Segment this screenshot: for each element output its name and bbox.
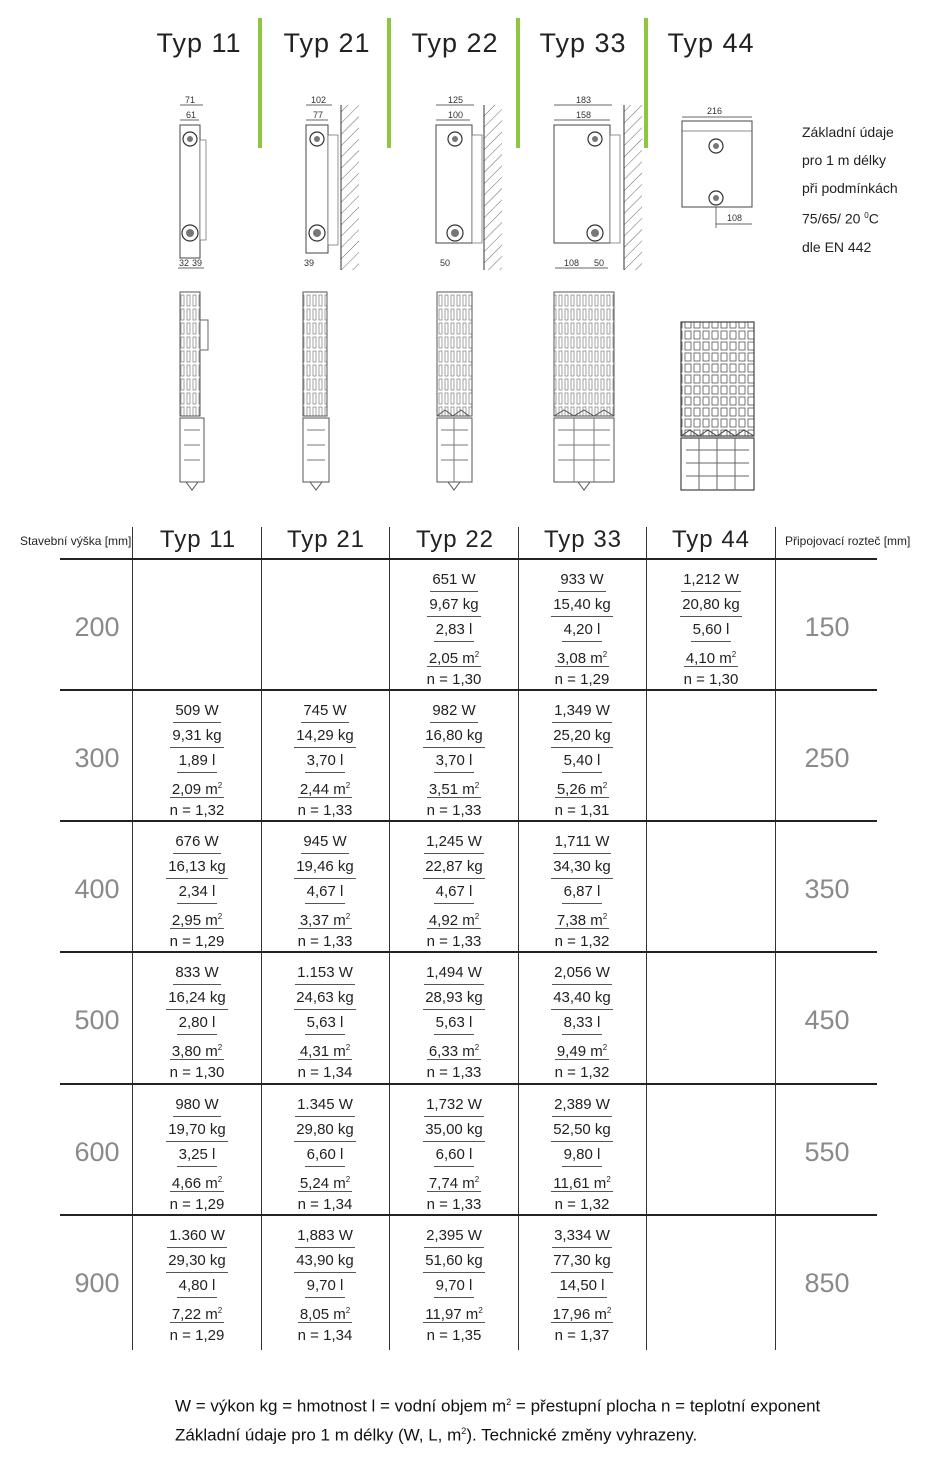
area-value: 4,31 $m^2$ [298, 1036, 352, 1060]
table-header-typ44: Typ 44 [671, 526, 751, 553]
weight-value: 29,80 kg [294, 1118, 356, 1142]
weight-value: 51,60 kg [423, 1249, 485, 1273]
power-value: 651 W [430, 568, 477, 592]
typ11-dim-bottom-b: 39 [192, 258, 203, 268]
weight-value: 16,80 kg [423, 724, 485, 748]
volume-value: 2,83 l [434, 618, 475, 642]
weight-value: 43,90 kg [294, 1249, 356, 1273]
typ21-side-drawing [304, 95, 359, 270]
power-value: 1,732 W [424, 1093, 484, 1117]
weight-value: 35,00 kg [423, 1118, 485, 1142]
table-cell [390, 1093, 518, 1216]
power-value: 1,711 W [553, 830, 612, 854]
power-value: 676 W [173, 830, 220, 854]
typ44-section-drawing [681, 322, 754, 490]
power-value: 745 W [301, 699, 348, 723]
volume-value: 9,80 l [562, 1143, 603, 1167]
volume-value: 9,70 l [434, 1274, 475, 1298]
power-value: 1.360 W [167, 1224, 227, 1248]
table-row [0, 953, 940, 1084]
exponent-value: n = 1,32 [554, 1196, 610, 1213]
table-header-typ21: Typ 21 [286, 526, 366, 553]
weight-value: 19,70 kg [166, 1118, 228, 1142]
area-value: 3,37 $m^2$ [298, 905, 352, 929]
table-cell [261, 1224, 389, 1347]
area-value: 7,38 $m^2$ [555, 905, 609, 929]
top-type-22: Typ 22 [411, 28, 499, 58]
exponent-value: n = 1,30 [426, 671, 482, 688]
table-cell [518, 699, 646, 822]
exponent-value: n = 1,29 [169, 933, 225, 950]
weight-value: 19,46 kg [294, 855, 356, 879]
area-value: 5,26 $m^2$ [555, 774, 609, 798]
volume-value: 5,63 l [305, 1011, 346, 1035]
table-cell [133, 1093, 261, 1216]
typ11-side-drawing [178, 95, 206, 268]
exponent-value: n = 1,33 [297, 933, 353, 950]
typ21-dim-inner: 77 [313, 110, 324, 120]
table-cell [261, 830, 389, 953]
power-value: 1.153 W [295, 961, 355, 985]
area-value: 4,92 $m^2$ [427, 905, 481, 929]
area-value: 2,44 $m^2$ [298, 774, 352, 798]
table-header-typ22: Typ 22 [415, 526, 495, 553]
table-cell [390, 1224, 518, 1347]
power-value: 2,395 W [424, 1224, 484, 1248]
area-value: 3,51 $m^2$ [427, 774, 481, 798]
typ33-section-drawing [554, 292, 614, 490]
weight-value: 9,31 kg [170, 724, 223, 748]
exponent-value: n = 1,31 [554, 802, 610, 819]
table-cell [647, 568, 775, 691]
exponent-value: n = 1,32 [554, 1064, 610, 1081]
typ44-dim-offset: 108 [727, 213, 743, 223]
typ22-section-drawing [437, 292, 472, 490]
power-value: 1,245 W [424, 830, 484, 854]
area-value: 3,08 $m^2$ [555, 643, 609, 667]
table-header-typ33: Typ 33 [543, 526, 623, 553]
table-row [0, 560, 940, 691]
table-cell [261, 699, 389, 822]
volume-value: 4,20 l [562, 618, 603, 642]
area-value: 2,05 $m^2$ [427, 643, 481, 667]
row-height-value: 400 [74, 874, 120, 904]
area-value: 4,10 $m^2$ [684, 643, 738, 667]
area-value: 8,05 $m^2$ [298, 1299, 352, 1323]
power-value: 980 W [173, 1093, 220, 1117]
typ22-side-drawing [436, 95, 502, 270]
row-height-value: 600 [74, 1137, 120, 1167]
table-cell [518, 1093, 646, 1216]
weight-value: 15,40 kg [551, 593, 613, 617]
exponent-value: n = 1,30 [683, 671, 739, 688]
note-line: dle EN 442 [802, 238, 872, 255]
typ33-dim-bottom-b: 50 [594, 258, 605, 268]
area-value: 11,97 $m^2$ [423, 1299, 485, 1323]
exponent-value: n = 1,33 [426, 1064, 482, 1081]
typ21-section-drawing [303, 292, 329, 490]
top-type-21: Typ 21 [283, 28, 371, 58]
volume-value: 2,34 l [177, 880, 218, 904]
table-cell [133, 830, 261, 953]
typ22-dim-bottom: 50 [440, 258, 451, 268]
exponent-value: n = 1,29 [169, 1327, 225, 1344]
power-value: 1,349 W [552, 699, 612, 723]
typ11-section-drawing [180, 292, 208, 490]
exponent-value: n = 1,33 [426, 802, 482, 819]
legend-line-1: W = výkon kg = hmotnost l = vodní objem $m^2$ = přestupní plocha n = teplotní exponent [175, 1396, 821, 1416]
weight-value: 16,24 kg [166, 986, 228, 1010]
table-row [0, 822, 940, 953]
row-spacing-value: 450 [804, 1005, 850, 1035]
area-value: 2,09 $m^2$ [170, 774, 224, 798]
volume-value: 2,80 l [177, 1011, 218, 1035]
note-line: pro 1 m délky [802, 152, 887, 168]
note-line: Základní údaje [802, 124, 894, 140]
row-spacing-value: 150 [804, 612, 850, 642]
exponent-value: n = 1,29 [554, 671, 610, 688]
area-value: 7,74 $m^2$ [427, 1168, 481, 1192]
table-cell [390, 830, 518, 953]
exponent-value: n = 1,34 [297, 1327, 353, 1344]
area-value: 17,96 $m^2$ [551, 1299, 614, 1323]
exponent-value: n = 1,35 [426, 1327, 482, 1344]
area-value: 5,24 $m^2$ [298, 1168, 352, 1192]
table-cell [133, 1224, 261, 1347]
table-cell [390, 699, 518, 822]
power-value: 1.345 W [295, 1093, 355, 1117]
row-height-value: 900 [74, 1268, 120, 1298]
power-value: 1,883 W [295, 1224, 355, 1248]
weight-value: 28,93 kg [423, 986, 485, 1010]
weight-value: 20,80 kg [680, 593, 742, 617]
row-spacing-value: 550 [804, 1137, 850, 1167]
volume-value: 8,33 l [562, 1011, 603, 1035]
exponent-value: n = 1,32 [554, 933, 610, 950]
area-value: 3,80 $m^2$ [170, 1036, 224, 1060]
table-cell [518, 568, 646, 691]
table-cell [518, 1224, 646, 1347]
row-spacing-value: 850 [804, 1268, 850, 1298]
power-value: 509 W [173, 699, 220, 723]
table-cell [390, 568, 518, 691]
exponent-value: n = 1,33 [297, 802, 353, 819]
volume-value: 1,89 l [177, 749, 218, 773]
typ22-dim-inner: 100 [448, 110, 464, 120]
volume-value: 3,70 l [434, 749, 475, 773]
row-height-value: 300 [74, 743, 120, 773]
table-cell [133, 961, 261, 1084]
weight-value: 9,67 kg [427, 593, 480, 617]
weight-value: 34,30 kg [551, 855, 613, 879]
exponent-value: n = 1,32 [169, 802, 225, 819]
table-cell [261, 961, 389, 1084]
area-value: 2,95 $m^2$ [170, 905, 224, 929]
exponent-value: n = 1,34 [297, 1064, 353, 1081]
typ44-dim-width: 216 [707, 106, 723, 116]
row-height-value: 200 [74, 612, 120, 642]
typ22-dim-width: 125 [448, 95, 464, 105]
legend-line-2: Základní údaje pro 1 m délky (W, L, $m^2$). Technické změny vyhrazeny. [175, 1425, 698, 1445]
volume-value: 14,50 l [557, 1274, 606, 1298]
power-value: 1,212 W [681, 568, 741, 592]
legend [175, 1390, 820, 1447]
exponent-value: n = 1,37 [554, 1327, 610, 1344]
table-cell [390, 961, 518, 1084]
table-row [0, 691, 940, 822]
table-row [0, 1216, 940, 1347]
volume-value: 4,67 l [305, 880, 346, 904]
area-value: 6,33 $m^2$ [427, 1036, 481, 1060]
row-height-value: 500 [74, 1005, 120, 1035]
height-column-header: Stavební výška [mm] [20, 534, 132, 548]
area-value: 11,61 $m^2$ [551, 1168, 613, 1192]
top-type-33: Typ 33 [539, 28, 627, 58]
radiator-drawings [0, 0, 940, 510]
area-value: 4,66 $m^2$ [170, 1168, 224, 1192]
typ33-dim-inner: 158 [576, 110, 592, 120]
row-spacing-value: 350 [804, 874, 850, 904]
volume-value: 3,25 l [177, 1143, 218, 1167]
weight-value: 24,63 kg [294, 986, 356, 1010]
weight-value: 16,13 kg [166, 855, 228, 879]
weight-value: 77,30 kg [551, 1249, 613, 1273]
volume-value: 6,87 l [562, 880, 603, 904]
exponent-value: n = 1,29 [169, 1196, 225, 1213]
weight-value: 43,40 kg [551, 986, 613, 1010]
table-cell [261, 1093, 389, 1216]
spacing-column-header: Připojovací rozteč [mm] [785, 534, 911, 548]
weight-value: 22,87 kg [423, 855, 485, 879]
power-value: 982 W [430, 699, 477, 723]
power-value: 3,334 W [552, 1224, 612, 1248]
weight-value: 29,30 kg [166, 1249, 228, 1273]
typ21-dim-width: 102 [311, 95, 327, 105]
area-value: 9,49 $m^2$ [555, 1036, 609, 1060]
typ33-dim-width: 183 [576, 95, 592, 105]
power-value: 1,494 W [424, 961, 484, 985]
top-type-11: Typ 11 [156, 28, 242, 58]
exponent-value: n = 1,34 [297, 1196, 353, 1213]
volume-value: 6,60 l [434, 1143, 475, 1167]
exponent-value: n = 1,33 [426, 933, 482, 950]
note-line: při podmínkách [802, 180, 898, 196]
volume-value: 5,63 l [434, 1011, 475, 1035]
typ33-side-drawing [554, 95, 642, 270]
power-value: 2,056 W [552, 961, 612, 985]
typ11-dim-width: 71 [185, 95, 196, 105]
volume-value: 9,70 l [305, 1274, 346, 1298]
typ11-dim-inner: 61 [186, 110, 197, 120]
table-row [0, 1085, 940, 1216]
table-cell [133, 699, 261, 822]
power-value: 2,389 W [552, 1093, 612, 1117]
typ11-dim-bottom-a: 32 [179, 258, 190, 268]
typ33-dim-bottom-a: 108 [564, 258, 580, 268]
note-line: 75/65/ 20 $^0$C [802, 210, 879, 227]
volume-value: 4,67 l [434, 880, 475, 904]
table-header [0, 522, 940, 558]
typ44-front-drawing [682, 106, 752, 228]
table-cell [518, 961, 646, 1084]
power-value: 833 W [173, 961, 220, 985]
volume-value: 4,80 l [177, 1274, 218, 1298]
weight-value: 14,29 kg [294, 724, 356, 748]
volume-value: 6,60 l [305, 1143, 346, 1167]
power-value: 945 W [301, 830, 348, 854]
table-cell [518, 830, 646, 953]
weight-value: 52,50 kg [551, 1118, 613, 1142]
exponent-value: n = 1,30 [169, 1064, 225, 1081]
table-header-typ11: Typ 11 [159, 526, 237, 553]
power-value: 933 W [558, 568, 605, 592]
volume-value: 5,60 l [691, 618, 732, 642]
typ21-dim-bottom: 39 [304, 258, 315, 268]
weight-value: 25,20 kg [551, 724, 613, 748]
volume-value: 3,70 l [305, 749, 346, 773]
basic-conditions-note [802, 118, 932, 261]
top-type-44: Typ 44 [667, 28, 755, 58]
area-value: 7,22 $m^2$ [170, 1299, 224, 1323]
row-spacing-value: 250 [804, 743, 850, 773]
exponent-value: n = 1,33 [426, 1196, 482, 1213]
volume-value: 5,40 l [562, 749, 603, 773]
